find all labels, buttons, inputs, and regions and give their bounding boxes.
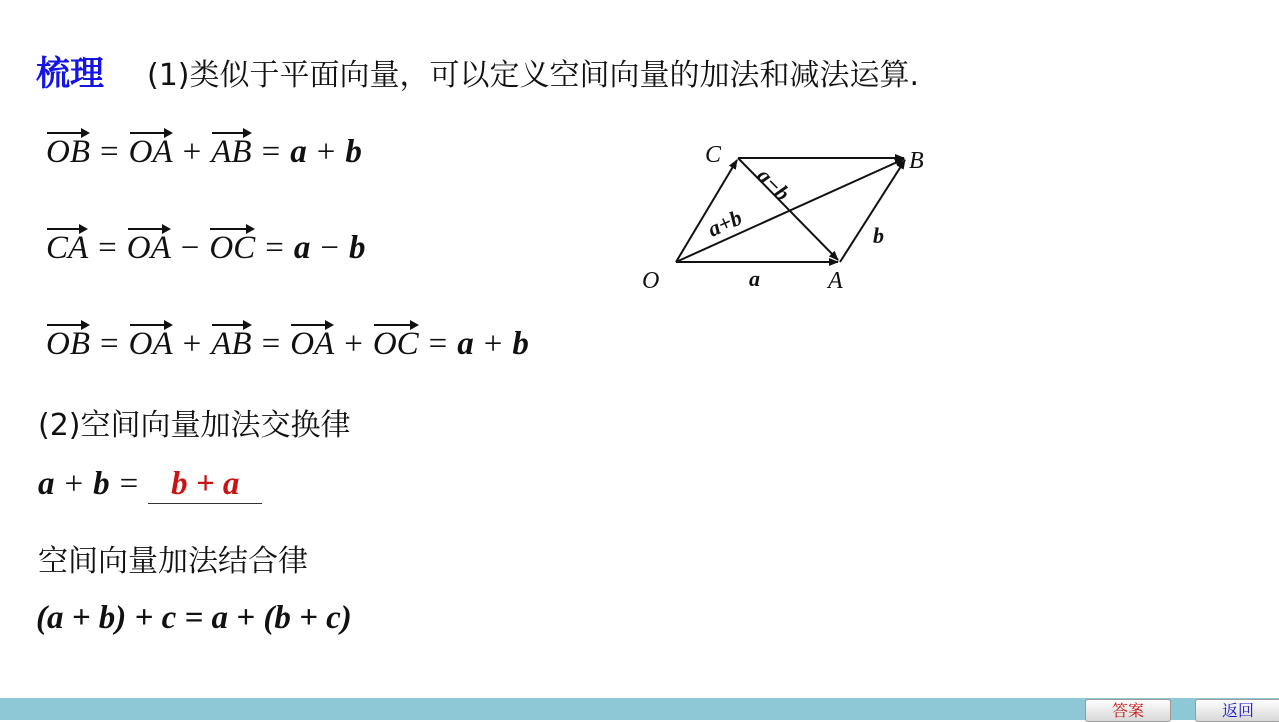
vector-oa: OA: [127, 226, 171, 267]
commutative-law-equation: a + b = b + a: [38, 466, 262, 504]
intro-text: (1)类似于平面向量，可以定义空间向量的加法和减法运算.: [147, 58, 920, 93]
sum-label: a+b: [703, 204, 746, 242]
vector-oc: OC: [209, 226, 255, 267]
equation-1: OB = OA + AB = a + b: [46, 130, 362, 171]
difference-label: a−b: [752, 162, 796, 206]
vector-ob: OB: [46, 130, 90, 171]
vector-ca: CA: [46, 226, 88, 267]
vector-ob: OB: [46, 322, 90, 363]
vector-ab: AB: [211, 322, 251, 363]
answer-button[interactable]: 答案: [1085, 699, 1171, 722]
answer-blank: b + a: [148, 466, 262, 504]
associative-law-equation: (a + b) + c = a + (b + c): [36, 600, 352, 636]
vector-a-label: a: [749, 266, 760, 291]
vector-oa: OA: [129, 130, 173, 171]
vector-oc: OC: [373, 322, 419, 363]
section-heading: 梳理: [36, 54, 104, 94]
commutative-law-title: (2)空间向量加法交换律: [38, 408, 351, 443]
vector-oa: OA: [129, 322, 173, 363]
parallelogram-diagram: [630, 135, 950, 300]
point-c-label: C: [705, 142, 722, 168]
point-a-label: A: [828, 268, 843, 294]
back-button[interactable]: 返回: [1195, 699, 1279, 722]
point-o-label: O: [642, 268, 660, 294]
associative-law-title: 空间向量加法结合律: [38, 544, 308, 579]
vector-diff-arrow: [738, 158, 838, 260]
equation-2: CA = OA − OC = a − b: [46, 226, 366, 267]
point-b-label: B: [909, 148, 924, 174]
vector-oa: OA: [290, 322, 334, 363]
equation-3: OB = OA + AB = OA + OC = a + b: [46, 322, 529, 363]
vector-b-label: b: [873, 223, 884, 248]
vector-ab: AB: [211, 130, 251, 171]
